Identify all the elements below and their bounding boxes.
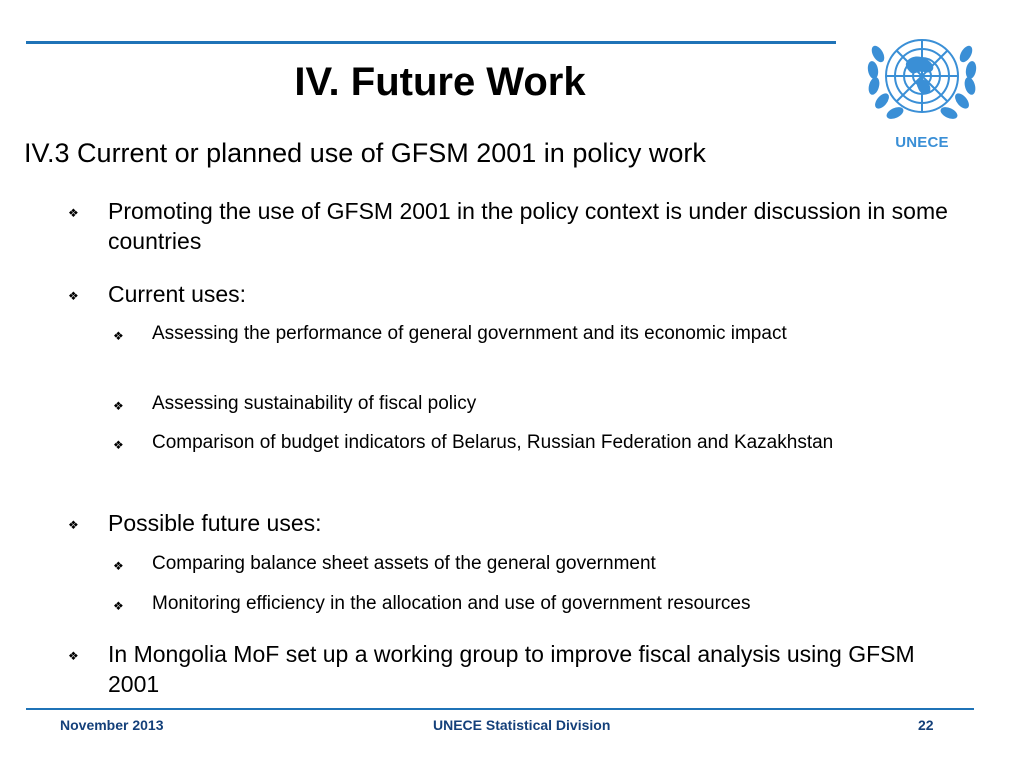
footer-date: November 2013 (60, 717, 164, 733)
top-divider (26, 41, 836, 44)
sub-bullet-text: Assessing sustainability of fiscal policy (152, 393, 477, 414)
bullet-text: In Mongolia MoF set up a working group to improve fiscal analysis using GFSM 2001 (108, 641, 915, 697)
sub-bullet-text: Comparing balance sheet assets of the general government (152, 553, 656, 574)
slide-subtitle: IV.3 Current or planned use of GFSM 2001 in policy work (24, 138, 706, 168)
bullet-text: Possible future uses: (108, 510, 322, 536)
footer-page-number: 22 (918, 717, 934, 733)
footer-organization: UNECE Statistical Division (433, 717, 611, 733)
bullet-marker-icon: ❖ (68, 649, 79, 663)
bullet-marker-icon: ❖ (113, 329, 124, 343)
footer-divider (26, 708, 974, 710)
sub-bullet-text: Assessing the performance of general government and its economic impact (152, 323, 787, 344)
bullet-marker-icon: ❖ (113, 599, 124, 613)
bullet-marker-icon: ❖ (113, 399, 124, 413)
bullet-marker-icon: ❖ (113, 559, 124, 573)
bullet-marker-icon: ❖ (68, 206, 79, 220)
logo-label: UNECE (895, 134, 949, 151)
bullet-marker-icon: ❖ (113, 438, 124, 452)
un-emblem-logo (862, 26, 982, 152)
bullet-marker-icon: ❖ (68, 518, 79, 532)
slide-title: IV. Future Work (294, 60, 586, 104)
sub-bullet-text: Monitoring efficiency in the allocation and use of government resources (152, 593, 751, 614)
bullet-text: Promoting the use of GFSM 2001 in the policy context is under discussion in some countries (108, 198, 948, 254)
bullet-text: Current uses: (108, 281, 247, 307)
bullet-marker-icon: ❖ (68, 289, 79, 303)
sub-bullet-text: Comparison of budget indicators of Belarus, Russian Federation and Kazakhstan (152, 432, 834, 453)
un-emblem-icon (862, 26, 982, 132)
